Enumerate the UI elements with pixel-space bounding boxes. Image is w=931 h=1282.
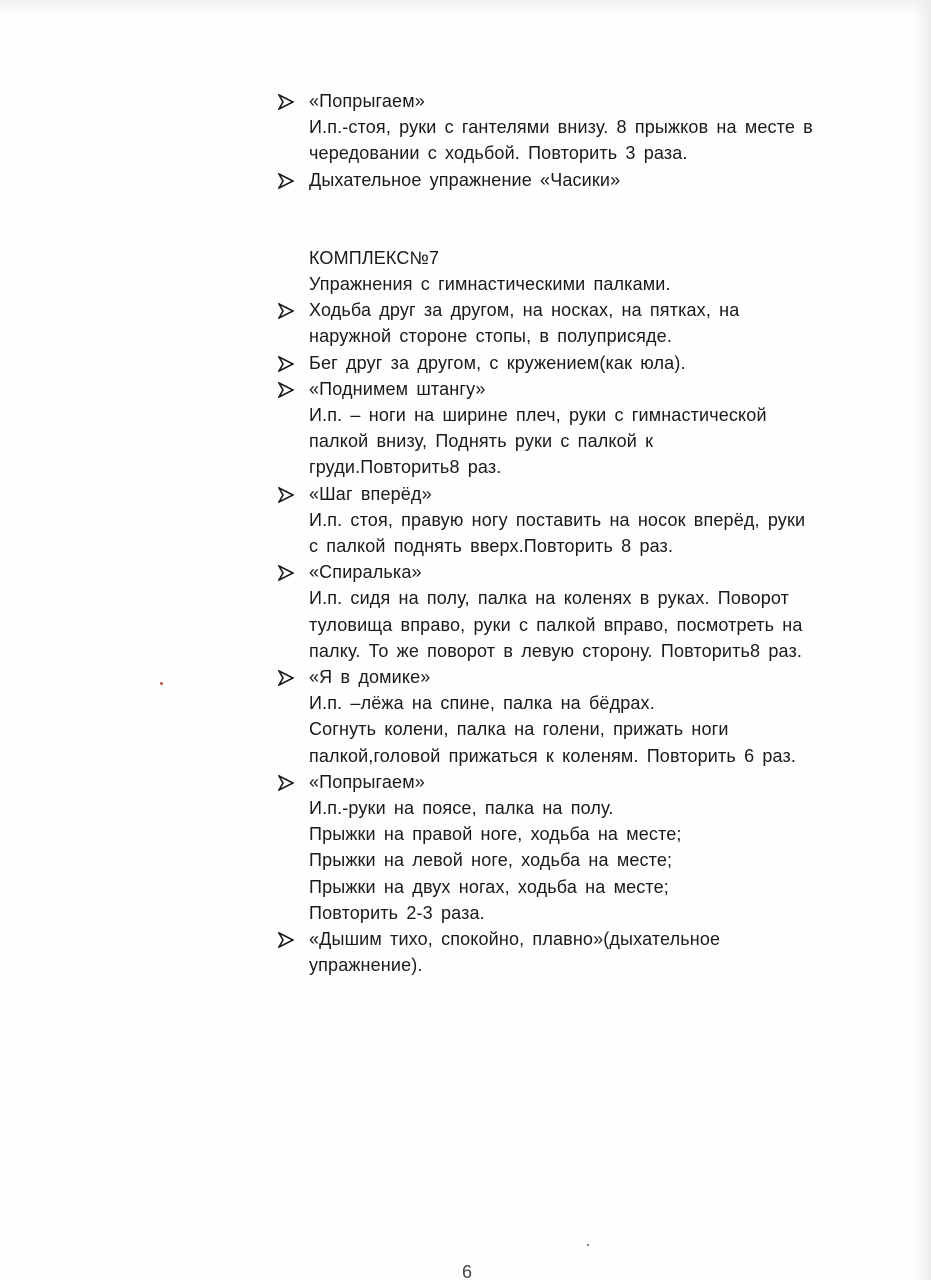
exercise-heading: «Я в домике» <box>309 667 431 688</box>
exercise-text-line: чередовании с ходьбой. Повторить 3 раза. <box>309 143 688 164</box>
arrowhead-bullet-icon <box>278 775 294 791</box>
exercise-heading: «Шаг вперёд» <box>309 483 432 504</box>
exercise-text-line: палкой,головой прижаться к коленям. Повторить 6 раз. <box>309 745 797 766</box>
exercise-text-line: Прыжки на правой ноге, ходьба на месте; <box>309 824 682 845</box>
exercise-text-line: груди.Повторить8 раз. <box>309 457 502 478</box>
exercise-text-line: И.п. стоя, правую ногу поставить на носок вперёд, руки <box>309 509 806 530</box>
arrowhead-bullet-icon <box>278 932 294 948</box>
scan-speck <box>160 682 163 685</box>
exercise-text-line: И.п. –лёжа на спине, палка на бёдрах. <box>309 693 655 714</box>
exercise-text-line: Повторить 2-3 раза. <box>309 902 485 923</box>
arrowhead-bullet-icon <box>278 670 294 686</box>
exercise-item <box>278 664 878 769</box>
scan-speck <box>587 1244 589 1246</box>
exercise-item <box>278 481 878 560</box>
arrowhead-bullet-icon <box>278 303 294 319</box>
exercise-heading: «Поднимем штангу» <box>309 378 486 399</box>
section-gap <box>278 193 878 245</box>
exercise-heading: «Дышим тихо, спокойно, плавно»(дыхательное <box>309 929 721 950</box>
exercise-text-line: палкой внизу, Поднять руки с палкой к <box>309 431 654 452</box>
exercise-text-line: И.п. – ноги на ширине плеч, руки с гимнастической <box>309 405 767 426</box>
exercise-item <box>278 297 878 349</box>
arrowhead-bullet-icon <box>278 356 294 372</box>
exercise-text-line: Прыжки на двух ногах, ходьба на месте; <box>309 876 669 897</box>
arrowhead-bullet-icon <box>278 565 294 581</box>
exercise-text-line: упражнение). <box>309 955 423 976</box>
exercise-text-line: И.п.-стоя, руки с гантелями внизу. 8 прыжков на месте в <box>309 117 813 138</box>
exercise-heading: Бег друг за другом, с кружением(как юла). <box>309 352 686 373</box>
complex-header <box>278 245 878 297</box>
exercise-item <box>278 350 878 376</box>
exercise-heading: «Попрыгаем» <box>309 771 425 792</box>
exercise-text-line: туловища вправо, руки с палкой вправо, посмотреть на <box>309 614 803 635</box>
page-content <box>278 88 878 979</box>
complex-exercise-list <box>278 297 878 978</box>
complex-title: КОМПЛЕКС№7 <box>309 247 440 268</box>
exercise-heading: «Попрыгаем» <box>309 91 425 111</box>
page-number: 6 <box>462 1262 473 1282</box>
exercise-item <box>278 769 878 926</box>
arrowhead-bullet-icon <box>278 173 294 189</box>
scan-shadow-top <box>0 0 931 14</box>
exercise-text-line: Согнуть колени, палка на голени, прижать ноги <box>309 719 729 740</box>
exercise-heading: «Спиралька» <box>309 562 422 583</box>
exercise-text-line: Прыжки на левой ноге, ходьба на месте; <box>309 850 673 871</box>
exercise-item <box>278 376 878 481</box>
arrowhead-bullet-icon <box>278 382 294 398</box>
top-exercise-list <box>278 88 878 193</box>
exercise-text-line: И.п. сидя на полу, палка на коленях в руках. Поворот <box>309 588 790 609</box>
arrowhead-bullet-icon <box>278 487 294 503</box>
exercise-heading: Ходьба друг за другом, на носках, на пятках, на <box>309 300 740 321</box>
exercise-item <box>278 559 878 664</box>
exercise-heading: Дыхательное упражнение «Часики» <box>309 169 621 190</box>
exercise-item <box>278 167 878 193</box>
complex-subtitle: Упражнения с гимнастическими палками. <box>309 274 671 295</box>
exercise-item <box>278 88 878 167</box>
exercise-item <box>278 926 878 978</box>
exercise-text-line: с палкой поднять вверх.Повторить 8 раз. <box>309 536 674 557</box>
exercise-text-line: наружной стороне стопы, в полуприсяде. <box>309 326 672 347</box>
exercise-text-line: палку. То же поворот в левую сторону. Повторить8 раз. <box>309 640 803 661</box>
arrowhead-bullet-icon <box>278 94 294 110</box>
exercise-text-line: И.п.-руки на поясе, палка на полу. <box>309 798 614 819</box>
scan-shadow-right <box>913 0 931 1280</box>
